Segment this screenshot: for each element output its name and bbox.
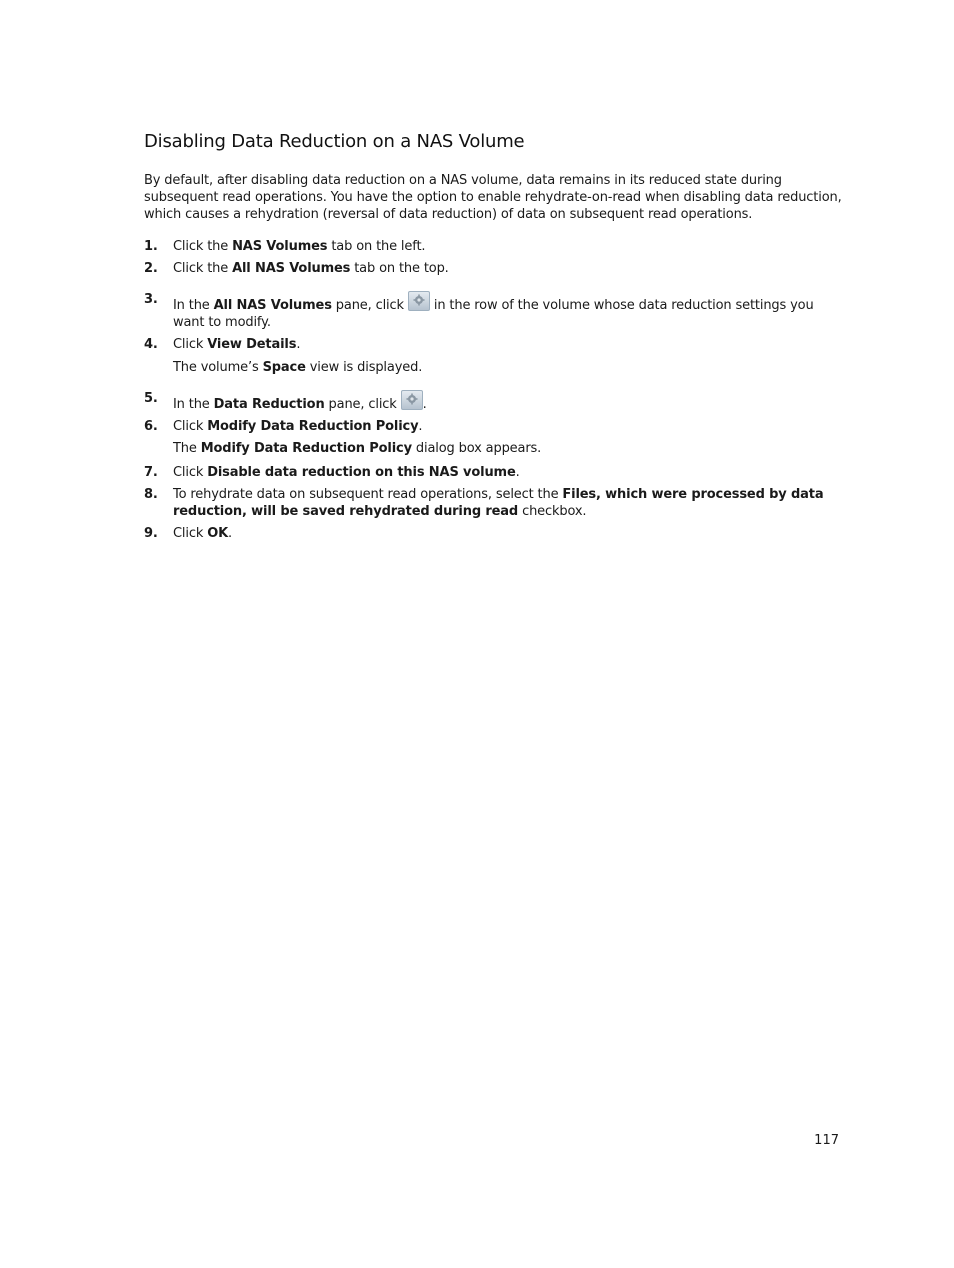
step-text: .	[422, 397, 427, 412]
step-number: 5.	[144, 391, 158, 406]
intro-paragraph: By default, after disabling data reduction on a NAS volume, data remains in its reduced state during subsequent read operations. You have the option to enable rehydrate-on-read when disabling data reduction, which causes a rehydration (reversal of data reduction) of data on subsequent read operations.	[144, 173, 842, 222]
result-text: The	[173, 441, 201, 456]
step-text: pane, click	[331, 298, 408, 313]
step-text: checkbox.	[518, 504, 587, 519]
step-4	[144, 336, 844, 376]
step-number: 8.	[144, 487, 158, 502]
ui-term: Space	[262, 360, 306, 375]
ui-term: Data Reduction	[213, 397, 325, 412]
ui-term: Disable data reduction on this NAS volume	[207, 465, 516, 480]
step-number: 6.	[144, 419, 158, 434]
ui-term: Modify Data Reduction Policy	[200, 441, 412, 456]
step-text: .	[296, 337, 301, 352]
ui-term: Files, which were processed by data reduction, will be saved rehydrated during read	[173, 487, 824, 519]
step-result	[173, 359, 844, 376]
step-6	[144, 418, 844, 457]
step-7	[144, 464, 844, 481]
ui-term: View Details	[207, 337, 297, 352]
step-number: 2.	[144, 261, 158, 276]
step-1	[144, 238, 844, 255]
step-text: Click	[173, 465, 208, 480]
procedure-steps	[144, 238, 844, 542]
step-text: Click the	[173, 261, 233, 276]
step-text: .	[228, 526, 233, 541]
step-number: 1.	[144, 239, 158, 254]
step-5	[144, 390, 844, 413]
step-text: Click	[173, 337, 208, 352]
step-text: .	[418, 419, 423, 434]
ui-term: Modify Data Reduction Policy	[207, 419, 419, 434]
step-8	[144, 486, 844, 520]
step-text: In the	[173, 298, 214, 313]
step-text: .	[515, 465, 520, 480]
gear-icon	[406, 393, 418, 405]
page-number: 117	[814, 1133, 839, 1148]
result-text: dialog box appears.	[411, 441, 542, 456]
step-3	[144, 291, 844, 331]
step-9	[144, 525, 844, 542]
result-text: view is displayed.	[305, 360, 423, 375]
step-text: Click	[173, 419, 208, 434]
page-title: Disabling Data Reduction on a NAS Volume	[144, 131, 525, 152]
settings-button	[401, 390, 423, 410]
settings-button	[408, 291, 430, 311]
step-text: tab on the left.	[327, 239, 426, 254]
step-number: 7.	[144, 465, 158, 480]
step-text: To rehydrate data on subsequent read operations, select the	[173, 487, 563, 502]
step-text: Click	[173, 526, 208, 541]
ui-term: All NAS Volumes	[213, 298, 332, 313]
step-text: in the row of the volume whose data reduction settings you want to modify.	[173, 298, 814, 330]
ui-term: NAS Volumes	[232, 239, 328, 254]
step-result	[173, 440, 844, 457]
step-text: Click the	[173, 239, 233, 254]
step-number: 3.	[144, 292, 158, 307]
step-2	[144, 260, 844, 277]
step-number: 9.	[144, 526, 158, 541]
step-text: In the	[173, 397, 214, 412]
ui-term: OK	[207, 526, 229, 541]
result-text: The volume’s	[173, 360, 263, 375]
step-text: tab on the top.	[350, 261, 449, 276]
gear-icon	[413, 294, 425, 306]
step-number: 4.	[144, 337, 158, 352]
ui-term: All NAS Volumes	[232, 261, 351, 276]
step-text: pane, click	[324, 397, 401, 412]
